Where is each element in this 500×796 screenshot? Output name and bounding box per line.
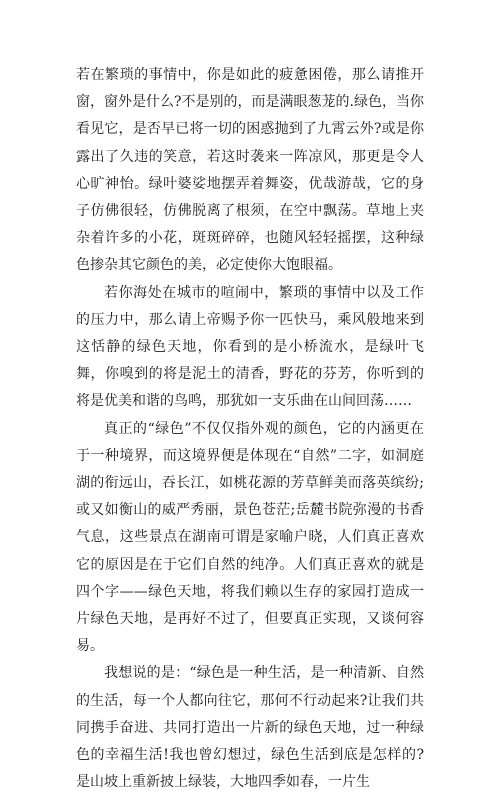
paragraph-2: 若你海处在城市的喧闹中，繁琐的事情中以及工作的压力中，那么请上帝赐予你一匹快马，乘风般地来到这恬静的绿色天地，你看到的是小桥流水，是绿叶飞舞，你嗅到的将是泥土的清香，野花的芬芳，你听到的将是优美和谐的鸟鸣，那犹如一支乐曲在山间回荡……	[76, 284, 424, 410]
paragraph-1: 若在繁琐的事情中，你是如此的疲惫困倦，那么请推开窗，窗外是什么?不是别的，而是满眼葱茏的.绿色，当你看见它，是否早已将一切的困惑抛到了九霄云外?或是你露出了久违的笑意，若这时袭来一阵凉风，那更是令人心旷神怡。绿叶婆娑地摆弄着舞姿，优哉游哉，它的身子仿佛很轻，仿佛脱离了根须，在空中飘荡。草地上夹杂着许多的小花，斑斑碎碎，也随风轻轻摇摆，这种绿色掺杂其它颜色的美，必定使你大饱眼福。	[76, 67, 424, 274]
document-body	[76, 62, 424, 796]
paragraph-3: 真正的“绿色”不仅仅指外观的颜色，它的内涵更在于一种境界，而这境界便是体现在“自然”二字，如洞庭湖的衔远山，吞长江，如桃花源的芳草鲜美而落英缤纷;或又如衡山的威严秀丽，景色苍茫;岳麓书院弥漫的书香气息，这些景点在湖南可谓是家喻户晓，人们真正喜欢它的原因是在于它们自然的纯净。人们真正喜欢的就是四个字——绿色天地，将我们赖以生存的家园打造成一片绿色天地，是再好不过了，但要真正实现，又谈何容易。	[76, 420, 424, 655]
paragraph-4: 我想说的是：“绿色是一种生活，是一种清新、自然的生活，每一个人都向往它，那何不行动起来?让我们共同携手奋进、共同打造出一片新的绿色天地，过一种绿色的幸福生活!我也曾幻想过，绿色生活到底是怎样的?是山坡上重新披上绿装，大地四季如春，一片生	[76, 665, 424, 791]
